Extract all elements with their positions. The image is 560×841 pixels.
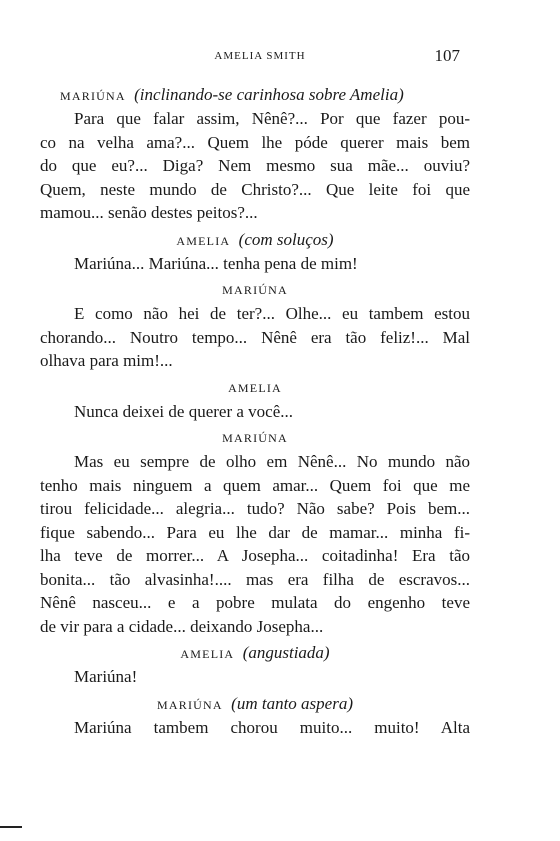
speech-paragraph: [40, 665, 470, 689]
text-line: Nênê nasceu... e a pobre mulata do engenho teve: [40, 593, 470, 612]
text-line: Para que falar assim, Nênê?... Por que fazer pou-: [74, 109, 470, 128]
speech-paragraph: [40, 302, 470, 373]
margin-mark: [0, 826, 22, 828]
text-line: lha teve de morrer... A Josepha... coitadinha! Era tão: [40, 546, 470, 565]
play-text: [40, 80, 470, 739]
text-line: olhava para mim!...: [40, 351, 173, 370]
text-line: de vir para a cidade... deixando Josepha...: [40, 616, 324, 636]
speaker-name: MARIÚNA: [222, 431, 288, 445]
stage-direction: (um tanto aspera): [231, 693, 353, 713]
text-line: Mariúna!: [74, 667, 138, 686]
text-line: E como não hei de ter?... Olhe... eu tambem estou: [74, 304, 470, 323]
speech-paragraph: [40, 450, 470, 638]
text-line: bonita... tão alvasinha!.... mas era filha de escravos...: [40, 569, 470, 589]
text-line: Mariúna... Mariúna... tenha pena de mim!: [74, 253, 358, 273]
speaker-name: MARIÚNA: [60, 89, 126, 103]
text-line: Mas eu sempre de olho em Nênê... No mundo não: [74, 452, 470, 471]
running-title: AMELIA SMITH: [214, 50, 306, 62]
text-line: do que eu?... Diga? Nem mesmo sua mãe... ouviu?: [40, 156, 470, 175]
speaker-heading: [40, 426, 470, 450]
text-line: fique sabendo... Para eu lhe dar de mamar... minha fi-: [40, 522, 470, 542]
speaker-heading: [40, 278, 470, 302]
text-line: Nunca deixei de querer a você...: [74, 401, 293, 421]
text-line: chorando... Noutro tempo... Nênê era tão feliz!... Mal: [40, 327, 470, 347]
text-line: co na velha ama?... Quem lhe póde querer mais bem: [40, 132, 470, 152]
speaker-heading: [40, 376, 470, 400]
running-head: [0, 46, 560, 66]
text-line: tirou felicidade... alegria... tudo? Não sabe? Pois bem...: [40, 499, 470, 518]
speech-paragraph: [40, 252, 470, 276]
speaker-name: AMELIA: [180, 647, 235, 661]
speaker-name: AMELIA: [176, 233, 231, 248]
speech-paragraph: [40, 107, 470, 225]
speech-paragraph: [40, 400, 470, 424]
speaker-heading: [40, 83, 470, 107]
speaker-heading: [40, 641, 470, 665]
speaker-heading: [40, 228, 470, 252]
stage-direction: (com soluços): [238, 229, 334, 249]
speaker-name: MARIÚNA: [157, 697, 223, 712]
text-line: tenho mais ninguem a quem amar... Quem foi que me: [40, 475, 470, 495]
text-line: Quem, neste mundo de Christo?... Que leite foi que: [40, 179, 470, 199]
page-number: 107: [434, 46, 460, 65]
speaker-name: MARIÚNA: [222, 283, 288, 297]
text-line: mamou... senão destes peitos?...: [40, 203, 258, 222]
speaker-name: AMELIA: [228, 380, 282, 395]
stage-direction: (inclinando-se carinhosa sobre Amelia): [134, 85, 404, 104]
text-line: Mariúna tambem chorou muito... muito! Alta: [74, 717, 470, 737]
speaker-heading: [40, 692, 470, 716]
speech-paragraph: [40, 716, 470, 740]
stage-direction: (angustiada): [242, 643, 330, 662]
